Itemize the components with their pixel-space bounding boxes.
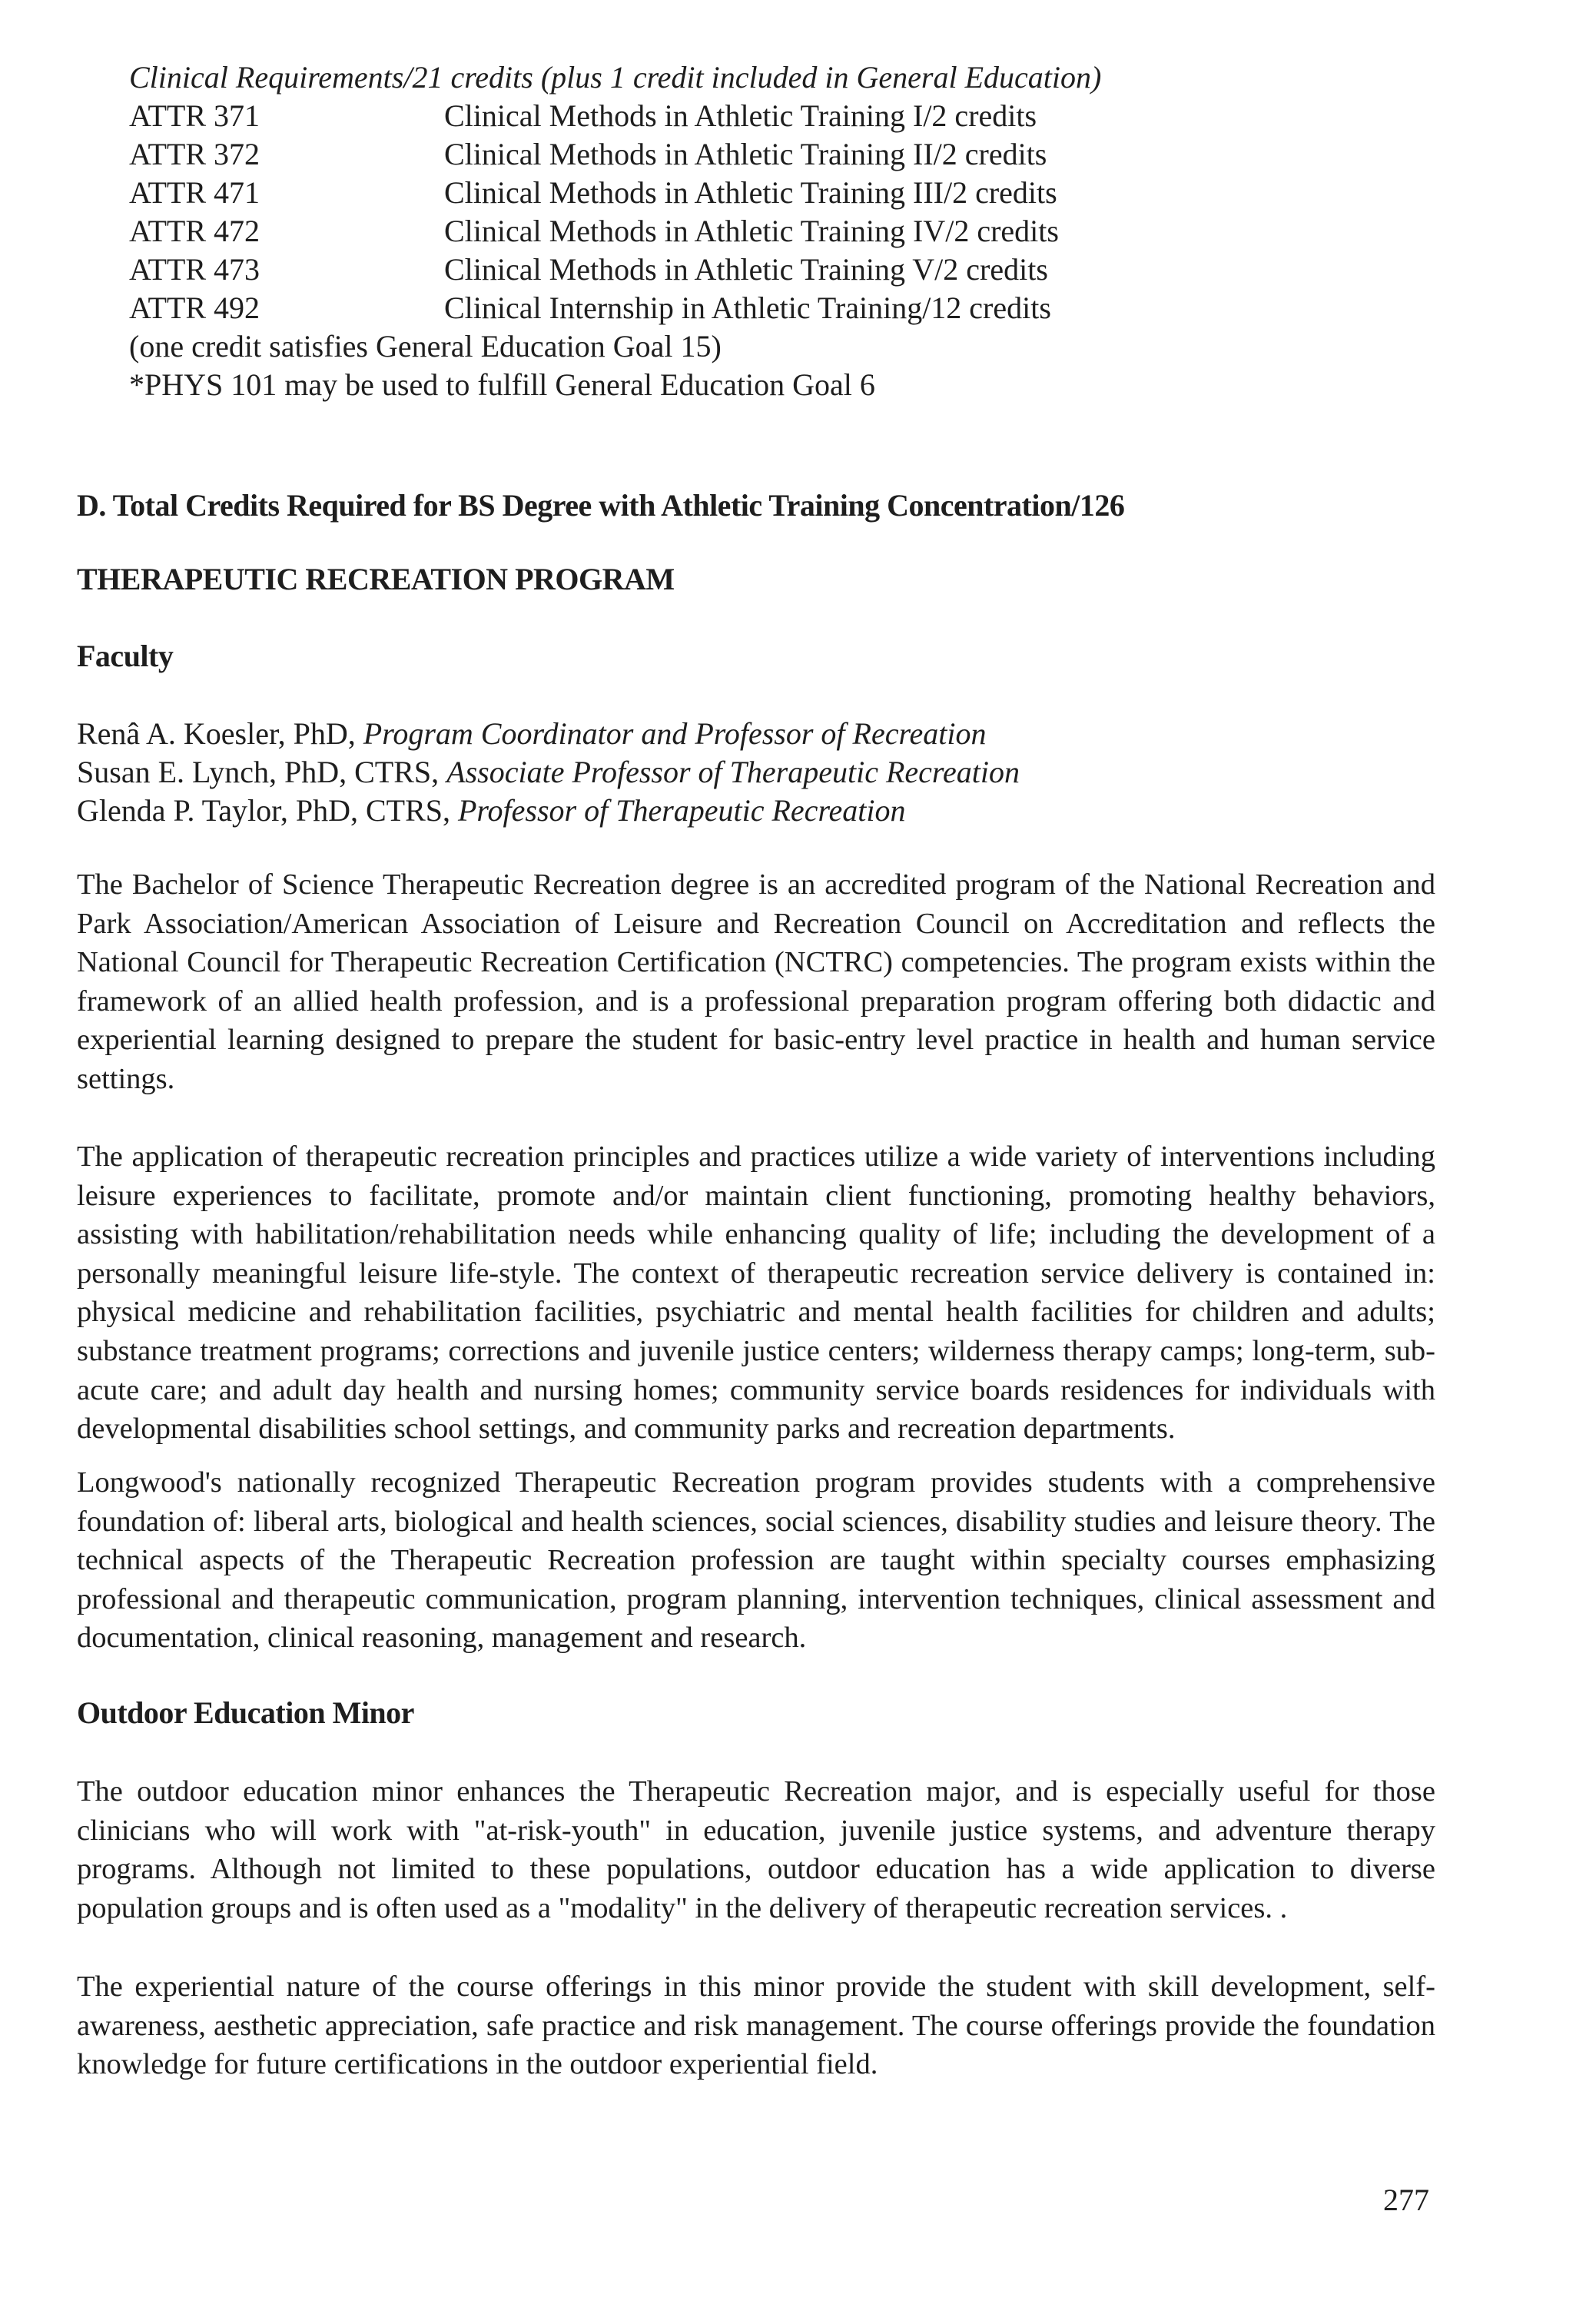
faculty-member	[77, 792, 906, 830]
faculty-title: Professor of Therapeutic Recreation	[458, 793, 906, 828]
faculty-member	[77, 715, 987, 753]
faculty-name: Renâ A. Koesler, PhD,	[77, 716, 363, 751]
course-code: ATTR 371	[129, 98, 260, 133]
program-heading: THERAPEUTIC RECREATION PROGRAM	[77, 562, 675, 596]
page-number: 277	[1383, 2183, 1429, 2217]
outdoor-minor-paragraph: The outdoor education minor enhances the Therapeutic Recreation major, and is especially useful for those clinicians who will work with "at-risk-youth" in education, juvenile justice systems, and adventure therapy programs. Although not limited to these populations, outdoor education has a wide application to diverse population groups and is often used as a "modality" in the delivery of therapeutic recreation services. .	[77, 1775, 1435, 1924]
application-paragraph: The application of therapeutic recreation principles and practices utilize a wide variety of interventions including leisure experiences to facilitate, promote and/or maintain client functioning, promoting healthy behaviors, assisting with habilitation/rehabilitation needs while enhancing quality of life; including the development of a personally meaningful leisure life-style. The context of therapeutic recreation service delivery is contained in: physical medicine and rehabilitation facilities, psychiatric and mental health facilities for children and adults; substance treatment programs; corrections and juvenile justice centers; wilderness therapy camps; long-term, sub-acute care; and adult day health and nursing homes; community service boards residences for individuals with developmental disabilities school settings, and community parks and recreation departments.	[77, 1140, 1435, 1446]
faculty-name: Susan E. Lynch, PhD, CTRS,	[77, 755, 447, 789]
total-credits-heading: D. Total Credits Required for BS Degree with Athletic Training Concentration/126	[77, 488, 1125, 523]
phys-note: *PHYS 101 may be used to fulfill General Education Goal 6	[129, 367, 875, 402]
program-description-paragraph: The Bachelor of Science Therapeutic Recreation degree is an accredited program of the National Recreation and Park Association/American Association of Leisure and Recreation Council on Accreditation and reflects the National Council for Therapeutic Recreation Certification (NCTRC) competencies. The program exists within the framework of an allied health profession, and is a professional preparation program offering both didactic and experiential learning designed to prepare the student for basic-entry level practice in health and human service settings.	[77, 868, 1435, 1095]
faculty-member	[77, 753, 1020, 792]
course-title: Clinical Methods in Athletic Training II/2 credits	[444, 137, 1047, 171]
course-title: Clinical Methods in Athletic Training V/2 credits	[444, 252, 1048, 287]
course-code: ATTR 471	[129, 175, 260, 210]
longwood-program-paragraph: Longwood's nationally recognized Therapeutic Recreation program provides students with a comprehensive foundation of: liberal arts, biological and health sciences, social sciences, disability studies and leisure theory. The technical aspects of the Therapeutic Recreation profession are taught within specialty courses emphasizing professional and therapeutic communication, program planning, intervention techniques, clinical assessment and documentation, clinical reasoning, management and research.	[77, 1466, 1435, 1655]
outdoor-minor-heading: Outdoor Education Minor	[77, 1695, 414, 1730]
gen-ed-note: (one credit satisfies General Education Goal 15)	[129, 329, 722, 364]
course-code: ATTR 473	[129, 252, 260, 287]
clinical-requirements-header: Clinical Requirements/21 credits (plus 1 credit included in General Education)	[129, 60, 1102, 95]
course-title: Clinical Internship in Athletic Training/12 credits	[444, 290, 1051, 325]
faculty-name: Glenda P. Taylor, PhD, CTRS,	[77, 793, 458, 828]
course-code: ATTR 372	[129, 137, 260, 171]
faculty-title: Associate Professor of Therapeutic Recreation	[446, 755, 1020, 789]
course-code: ATTR 472	[129, 214, 260, 248]
course-title: Clinical Methods in Athletic Training IV/2 credits	[444, 214, 1059, 248]
faculty-heading: Faculty	[77, 639, 174, 673]
course-title: Clinical Methods in Athletic Training I/2 credits	[444, 98, 1037, 133]
experiential-paragraph: The experiential nature of the course offerings in this minor provide the student with skill development, self-awareness, aesthetic appreciation, safe practice and risk management. The course offerings provide the foundation knowledge for future certifications in the outdoor experiential field.	[77, 1970, 1435, 2081]
course-title: Clinical Methods in Athletic Training III/2 credits	[444, 175, 1057, 210]
faculty-title: Program Coordinator and Professor of Recreation	[363, 716, 987, 751]
course-code: ATTR 492	[129, 290, 260, 325]
